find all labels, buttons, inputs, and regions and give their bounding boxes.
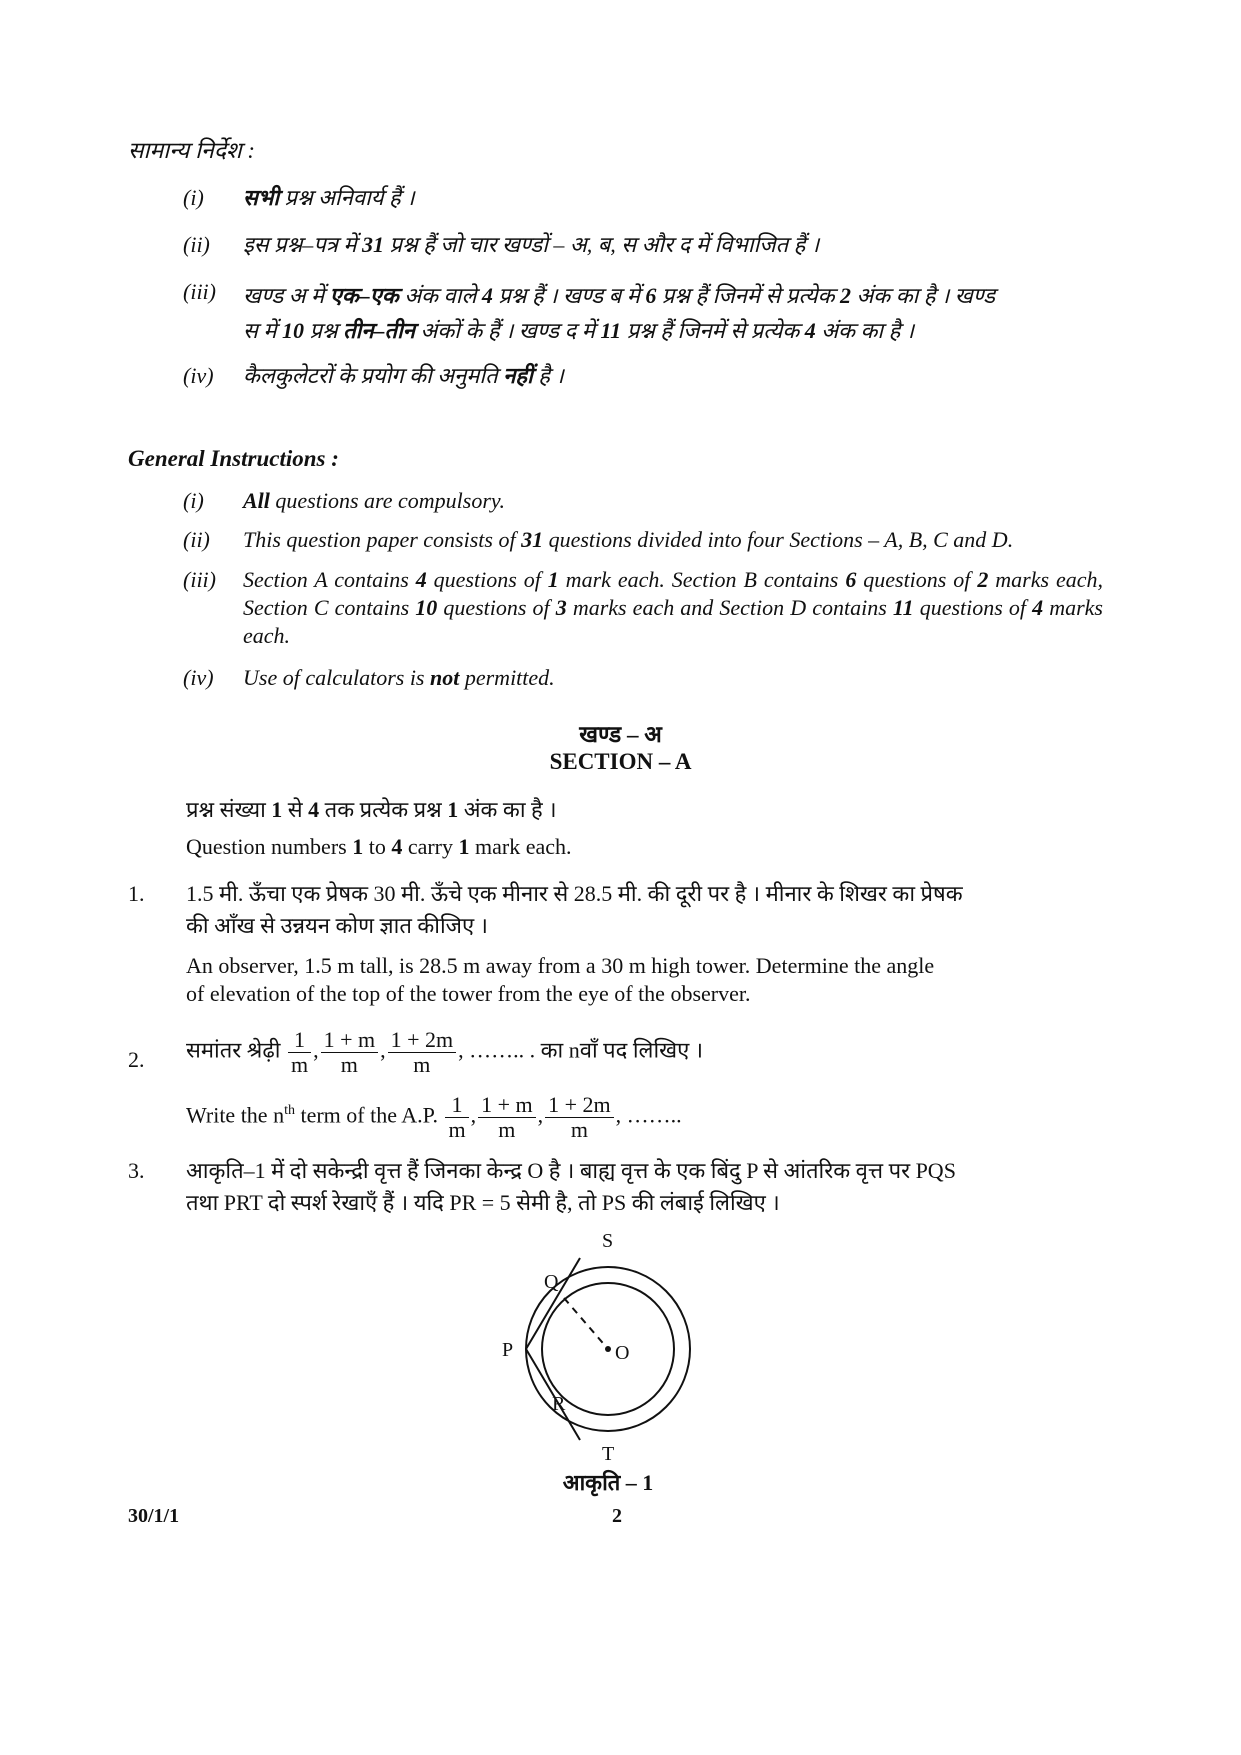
section-english-title: SECTION – A <box>549 749 692 774</box>
center-point <box>605 1346 611 1352</box>
section-english-note: Question numbers 1 to 4 carry 1 mark each. <box>186 834 572 859</box>
page-number: 2 <box>612 1505 622 1527</box>
section-hindi-title: खण्ड – अ <box>579 722 662 747</box>
fraction-term-3-en: $\frac{1 + 2m}{m}$ <box>545 1093 614 1142</box>
fraction-term-1: $\frac{1}{m}$ <box>288 1028 311 1077</box>
paper-code: 30/1/1 <box>128 1505 180 1527</box>
fraction-term-2-en: $\frac{1 + m}{m}$ <box>478 1093 536 1142</box>
label-q: Q <box>544 1271 559 1293</box>
label-t: T <box>602 1443 615 1465</box>
figure-caption: आकृति – 1 <box>562 1470 654 1495</box>
question-2: 2. समांतर श्रेढ़ी $\frac{1}{m}$ , $\frac{1 + m}{m}$ , $\frac{1 + 2m}{m}$ , …….. . का nवाँ पद लिखिए । Write the $n^{th}$ term of the A.P. $\frac{1}{m}$ , $\frac{1 + m}{m}$ , $\frac{1 + 2m}{m}$ , …….. <box>128 1028 1078 1158</box>
label-p: P <box>502 1339 514 1361</box>
english-instruction-3: (iii) Section A contains 4 questions of 1 mark each. Section B contains 6 questions of 2 marks each, Section C contains 10 questions of 3 marks each and Section D contains 11 questions of 4 marks each. <box>183 567 1103 648</box>
question-3: 3. आकृति–1 में दो सकेन्द्री वृत्त हैं जिनका केन्द्र O है । बाह्य वृत्त के एक बिंदु P से आंतरिक वृत्त पर PQS तथा PRT दो स्पर्श रेखाएँ हैं । यदि PR = 5 सेमी है, तो PS की लंबाई लिखिए । <box>128 1157 1078 1227</box>
question-1: 1. 1.5 मी. ऊँचा एक प्रेषक 30 मी. ऊँचे एक मीनार से 28.5 मी. की दूरी पर है । मीनार के शिखर का प्रेषक की आँख से उन्नयन कोण ज्ञात कीजिए । An observer, 1.5 m tall, is 28.5 m away from a 30 m high tower. Determine the angle of elevation of the top of the tower from the eye of the observer. <box>128 880 1078 1010</box>
fraction-term-2: $\frac{1 + m}{m}$ <box>321 1028 379 1077</box>
exam-page: सामान्य निर्देश : (i) सभी प्रश्न अनिवार्य हैं । (ii) इस प्रश्न–पत्र में 31 प्रश्न हैं जो चार खण्डों – अ, ब, स और द में विभाजित हैं । (iii) खण्ड अ में एक–एक अंक वाले 4 प्रश्न हैं । खण्ड ब में 6 प्रश्न हैं जिनमें से प्रत्येक 2 अंक का है । खण्ड स में 10 प्रश्न तीन–तीन अंकों के हैं । खण्ड द में 11 प्रश्न हैं जिनमें से प्रत्येक 4 अंक का है । (iv) कैलकुलेटरों के प्रयोग की अनुमति नहीं है । General Instructions : (i) All questions are compulsory. (ii) This question paper consists of 31 questions divided into four Sections – A, B, C and D. (iii) Section A contains 4 questions of 1 mark each. Section B contains 6 questions of 2 marks each, Section C contains 10 questions of 3 marks each and Section D contains 11 questions of 4 marks each. (iv) Use of calculators is not permitted. खण्ड – अ SECTION – A प्रश्न संख्या 1 से 4 तक प्रत्येक प्रश्न 1 अंक का है । Question numbers 1 to 4 carry 1 mark each. 1. 1.5 मी. ऊँचा एक प्रेषक 30 मी. ऊँचे एक मीनार से 28.5 मी. की दूरी पर है । मीनार के शिखर का प्रेषक की आँख से उन्नयन कोण ज्ञात कीजिए । An observer, 1.5 m tall, is 28.5 m away from a 30 m high tower. Determine the angle of elevation of the top of the tower from the eye of the observer. 2. समांतर श्रेढ़ी $\frac{1}{m}$ , $\frac{1 + m}{m}$ , $\frac{1 + 2m}{m}$ , …….. . का nवाँ पद लिखिए । Write the $n^{th}$ term of the A.P. $\frac{1}{m}$ , $\frac{1 + m}{m}$ , $\frac{1 + 2m}{m}$ , …….. 3. आकृति–1 में दो सकेन्द्री वृत्त हैं जिनका केन्द्र O है । बाह्य वृत्त के एक बिंदु P से आंतरिक वृत्त पर PQS तथा PRT दो स्पर्श रेखाएँ हैं । यदि PR = 5 सेमी है, तो PS की लंबाई लिखिए । S Q P O R T आकृति – 1 30/1/1 2 <box>0 0 1241 1755</box>
radius-oq <box>564 1298 608 1349</box>
q1-english-line-2: of elevation of the top of the tower from the eye of the observer. <box>186 981 751 1006</box>
hindi-instruction-3: (iii) खण्ड अ में एक–एक अंक वाले 4 प्रश्न हैं । खण्ड ब में 6 प्रश्न हैं जिनमें से प्रत्येक 2 अंक का है । खण्ड स में 10 प्रश्न तीन–तीन अंकों के हैं । खण्ड द में 11 प्रश्न हैं जिनमें से प्रत्येक 4 अंक का है । <box>183 279 996 343</box>
fraction-term-1-en: $\frac{1}{m}$ <box>445 1093 468 1142</box>
hindi-instructions-heading: सामान्य निर्देश : <box>128 138 256 163</box>
q2-hindi-line: समांतर श्रेढ़ी $\frac{1}{m}$ , $\frac{1 + m}{m}$ , $\frac{1 + 2m}{m}$ , …….. . का nवाँ पद लिखिए । <box>186 1027 704 1077</box>
q1-hindi-line-1: 1.5 मी. ऊँचा एक प्रेषक 30 मी. ऊँचे एक मीनार से 28.5 मी. की दूरी पर है । मीनार के शिखर का प्रेषक <box>186 881 963 906</box>
english-instructions-heading: General Instructions : <box>128 446 339 471</box>
q3-hindi-line-1: आकृति–1 में दो सकेन्द्री वृत्त हैं जिनका केन्द्र O है । बाह्य वृत्त के एक बिंदु P से आंतरिक वृत्त पर PQS <box>186 1158 956 1183</box>
label-r: R <box>552 1393 566 1415</box>
q3-hindi-line-2: तथा PRT दो स्पर्श रेखाएँ हैं । यदि PR = 5 सेमी है, तो PS की लंबाई लिखिए । <box>186 1190 780 1215</box>
label-o: O <box>615 1342 630 1364</box>
section-hindi-note: प्रश्न संख्या 1 से 4 तक प्रत्येक प्रश्न 1 अंक का है । <box>186 797 557 822</box>
concentric-circles-diagram <box>470 1228 770 1498</box>
q1-hindi-line-2: की आँख से उन्नयन कोण ज्ञात कीजिए । <box>186 913 488 938</box>
label-s: S <box>602 1230 614 1252</box>
fraction-term-3: $\frac{1 + 2m}{m}$ <box>388 1028 457 1077</box>
figure-1 <box>470 1228 770 1503</box>
q1-english-line-1: An observer, 1.5 m tall, is 28.5 m away from a 30 m high tower. Determine the angle <box>186 953 935 978</box>
q2-english-line: Write the $n^{th}$ term of the A.P. $\frac{1}{m}$ , $\frac{1 + m}{m}$ , $\frac{1 + 2m}{m}$ , …….. <box>186 1092 682 1142</box>
